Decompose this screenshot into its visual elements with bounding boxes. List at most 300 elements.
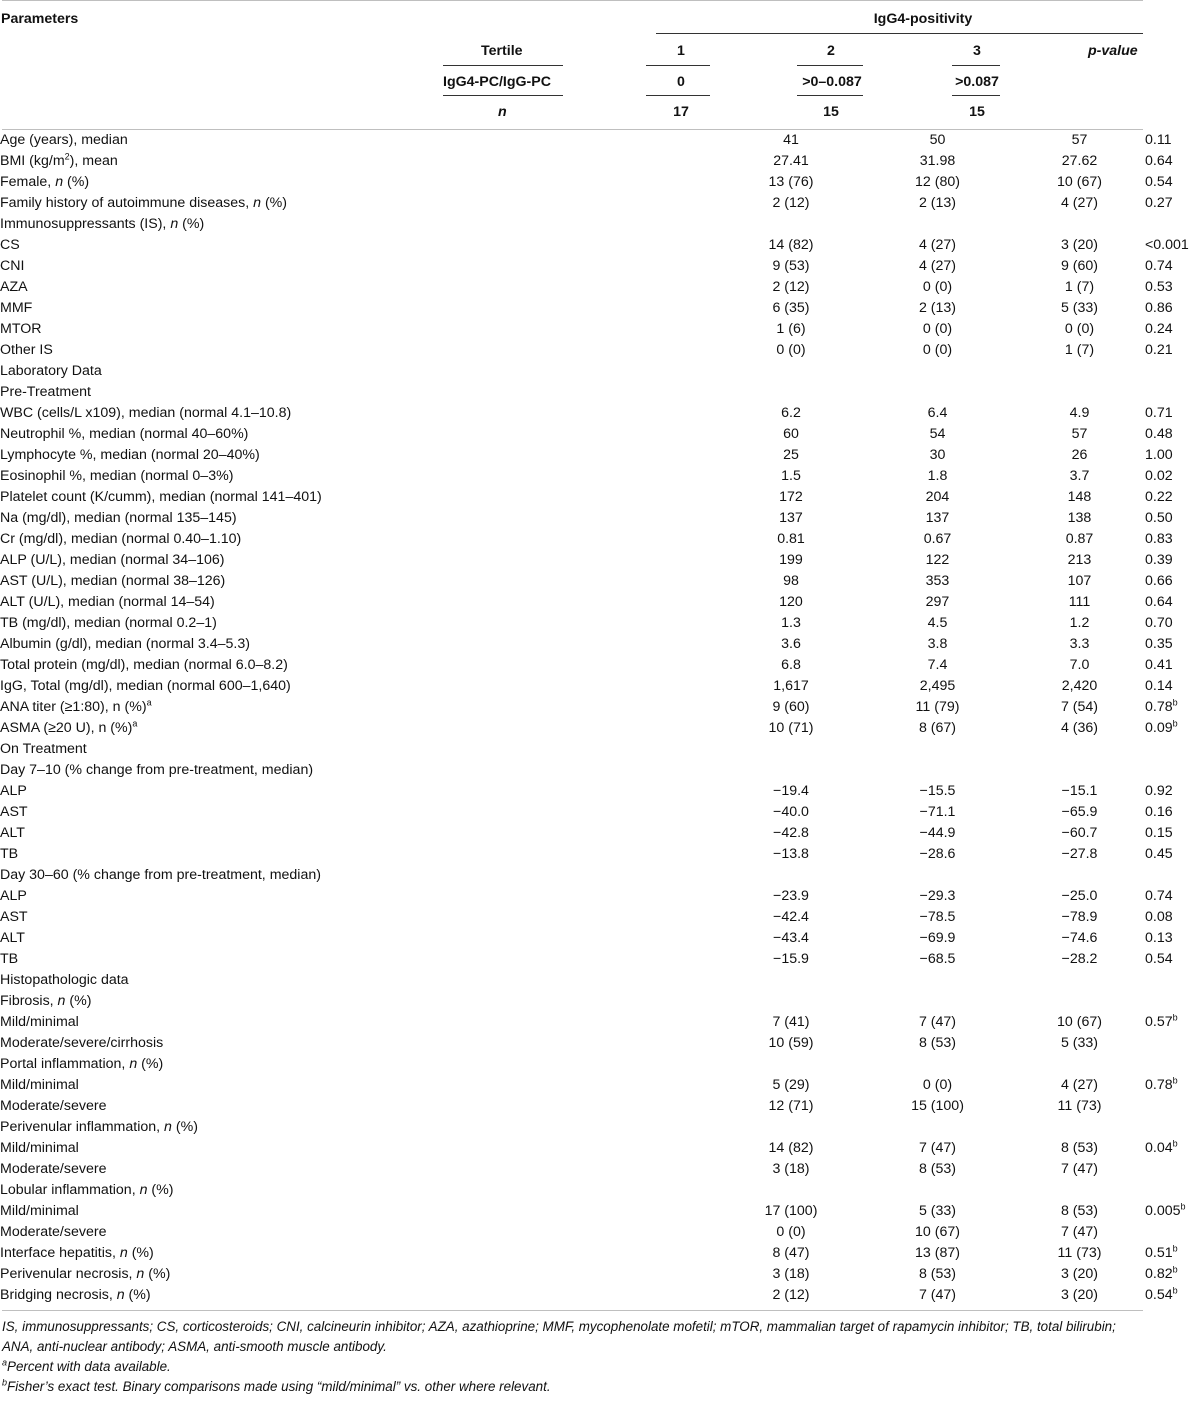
row-label-text: MMF	[0, 300, 33, 316]
tertile-2-value: 7 (47)	[918, 1014, 957, 1030]
tertile-1-value	[721, 1117, 861, 1138]
table-row	[0, 928, 1145, 949]
tertile-1-value: 0 (0)	[776, 1224, 806, 1240]
tertile-2-value: 4 (27)	[918, 237, 957, 253]
row-label-tail: (%)	[127, 1245, 154, 1261]
p-value-text: 0.005	[1145, 1203, 1181, 1219]
row-label	[0, 613, 641, 634]
p-value-text: 0.21	[1145, 342, 1173, 358]
p-value-text: 1.00	[1145, 447, 1173, 463]
p-value-text: 0.66	[1145, 573, 1173, 589]
tertile-1-value: 25	[783, 447, 799, 463]
row-label	[0, 256, 641, 277]
row-label-italic: n	[136, 1266, 145, 1282]
row-label	[0, 193, 641, 214]
tertile-2-value: 122	[925, 552, 950, 568]
tertile-1-value: 98	[783, 573, 799, 589]
p-value-text: 0.45	[1145, 846, 1173, 862]
row-label-italic: n	[57, 993, 66, 1009]
row-label	[0, 1012, 641, 1033]
row-label	[0, 655, 641, 676]
tertile-1-value: 12 (71)	[768, 1098, 814, 1114]
tertile-3-value: 8 (53)	[1060, 1203, 1099, 1219]
tertile-1-value	[721, 361, 861, 382]
footnote-b-text: Fisher’s exact test. Binary comparisons made using “mild/minimal” vs. other where relevant.	[7, 1379, 551, 1394]
tertile-1-value: 137	[779, 510, 803, 526]
tertile-1-value: 2 (12)	[772, 1287, 810, 1303]
p-value-text: 0.09	[1145, 720, 1173, 736]
tertile-1-value: 2 (12)	[772, 279, 810, 295]
tertile-3-value: −15.1	[1061, 783, 1098, 799]
row-label	[0, 739, 641, 760]
table-row	[0, 1138, 1145, 1159]
tertile-2-value: 11 (79)	[915, 699, 960, 715]
row-label	[0, 214, 641, 235]
row-label	[0, 1180, 641, 1201]
table-row	[0, 907, 1145, 928]
row-label-text: Mild/minimal	[0, 1203, 79, 1219]
tertile-2-value: −78.5	[919, 909, 956, 925]
tertile-2-value	[861, 1054, 1014, 1075]
p-value-text: 0.48	[1145, 426, 1173, 442]
tertile-3-value: 26	[1071, 447, 1088, 463]
tertile-2-value: 15 (100)	[911, 1098, 964, 1114]
tertile-3-value: 3.3	[1069, 636, 1090, 652]
tertile-1-underline	[646, 65, 710, 66]
tertile-3-value: 213	[1067, 552, 1092, 568]
row-label	[0, 1075, 641, 1096]
tertile-3-value: 4 (36)	[1060, 720, 1099, 736]
table-row	[0, 844, 1145, 865]
row-label-text: Female,	[0, 174, 56, 190]
footnote-abbreviations: IS, immunosuppressants; CS, corticosteroids; CNI, calcineurin inhibitor; AZA, azathioprine; MMF, mycophenolate mofetil; mTOR, mammalian target of rapamycin inhibitor; TB, total bilirubin; ANA, anti-nuclear antibody; ASMA, anti-smooth muscle antibody.	[2, 1319, 1116, 1354]
tertile-1-value: 0.81	[777, 531, 805, 547]
p-value-text: 0.86	[1145, 300, 1173, 316]
tertile-3-value: −27.8	[1061, 846, 1098, 862]
row-label	[0, 1264, 641, 1285]
tertile-3-value: 57	[1071, 132, 1088, 148]
tertile-1-value: −43.4	[773, 930, 809, 946]
tertile-2-value	[861, 1180, 1014, 1201]
tertile-2-value: 8 (53)	[918, 1035, 957, 1051]
row-label	[0, 319, 641, 340]
row-label-text: Neutrophil %, median (normal 40–60%)	[0, 426, 249, 442]
ratio-label-underline	[443, 95, 563, 96]
row-label	[0, 508, 641, 529]
tertile-2-value: −15.5	[919, 783, 956, 799]
tertile-1-value: 3 (18)	[772, 1161, 810, 1177]
row-label-text: Moderate/severe	[0, 1098, 107, 1114]
tertile-3-value: 5 (33)	[1060, 300, 1099, 316]
table-row	[0, 445, 1145, 466]
table-row	[0, 256, 1145, 277]
row-label	[0, 235, 641, 256]
p-value-text: <0.001	[1145, 237, 1189, 253]
row-label-text: Mild/minimal	[0, 1014, 79, 1030]
row-label-text: Day 7–10 (% change from pre-treatment, median)	[0, 762, 314, 778]
ratio-label: IgG4-PC/IgG-PC	[443, 74, 551, 90]
tertile-3-value: 57	[1071, 426, 1088, 442]
table-row	[0, 340, 1145, 361]
row-label-text: TB	[0, 951, 19, 967]
row-label	[0, 634, 641, 655]
footnote-a-text: Percent with data available.	[7, 1359, 171, 1374]
tertile-1-value	[721, 1180, 861, 1201]
tertile-1-value	[721, 214, 861, 235]
row-label-text: Laboratory Data	[0, 363, 102, 379]
tertile-1-value: −42.4	[773, 909, 809, 925]
row-label	[0, 340, 641, 361]
tertile-3-value: 3 (20)	[1060, 1287, 1099, 1303]
tertile-label: Tertile	[481, 43, 523, 59]
count-2: 15	[823, 104, 839, 120]
row-label-text: AST	[0, 909, 28, 925]
row-label	[0, 718, 641, 739]
table-row	[0, 802, 1145, 823]
tertile-3-value: −25.0	[1061, 888, 1098, 904]
row-label	[0, 403, 641, 424]
row-label-text: AST	[0, 804, 28, 820]
row-label	[0, 1159, 641, 1180]
row-label	[0, 1243, 641, 1264]
tertile-2-value	[861, 382, 1014, 403]
p-value-text: 0.41	[1145, 657, 1173, 673]
row-label-tail: (%)	[63, 174, 90, 190]
tertile-3-value: 0 (0)	[1064, 321, 1095, 337]
group-header: IgG4-positivity	[873, 11, 973, 27]
row-label-text: CNI	[0, 258, 25, 274]
table-row	[0, 1243, 1145, 1264]
table-row	[0, 172, 1145, 193]
table-row	[0, 1222, 1145, 1243]
p-value-text: 0.35	[1145, 636, 1173, 652]
p-value-text: 0.74	[1145, 888, 1173, 904]
p-value-text: 0.24	[1145, 321, 1173, 337]
footnote-mark: b	[1172, 1138, 1178, 1149]
tertile-3-value: 4 (27)	[1060, 1077, 1099, 1093]
row-label-text: Lobular inflammation,	[0, 1182, 140, 1198]
tertile-1-value: 199	[779, 552, 803, 568]
footnote-a	[2, 1357, 1139, 1377]
tertile-2-value	[861, 865, 1014, 886]
tertile-3-value: 7 (47)	[1060, 1224, 1099, 1240]
row-label	[0, 676, 641, 697]
table-row	[0, 1033, 1145, 1054]
superscript: 2	[64, 151, 70, 162]
tertile-label-underline	[443, 65, 563, 66]
row-label	[0, 487, 641, 508]
tertile-3-value: −60.7	[1061, 825, 1098, 841]
row-label	[0, 571, 641, 592]
p-value-text: 0.64	[1145, 153, 1173, 169]
ratio-2: >0–0.087	[802, 74, 862, 90]
tertile-1-value: 9 (53)	[772, 258, 810, 274]
tertile-3-value: 1 (7)	[1064, 279, 1095, 295]
footnote-mark: b	[1172, 718, 1178, 729]
p-value-text: 0.64	[1145, 594, 1173, 610]
tertile-1-value: −42.8	[773, 825, 809, 841]
row-label	[0, 151, 641, 172]
tertile-2-value: 7 (47)	[918, 1140, 957, 1156]
tertile-2-value: 3.8	[927, 636, 948, 652]
tertile-1-value: −15.9	[773, 951, 809, 967]
row-label	[0, 1201, 641, 1222]
p-value-text: 0.04	[1145, 1140, 1173, 1156]
tertile-3-value: 27.62	[1061, 153, 1098, 169]
tertile-1-value	[721, 382, 861, 403]
tertile-1-value: −23.9	[773, 888, 809, 904]
tertile-1-value: 3.6	[781, 636, 801, 652]
tertile-2-value	[861, 361, 1014, 382]
p-value-text: 0.08	[1145, 909, 1173, 925]
table-row	[0, 760, 1145, 781]
tertile-2-value: 0 (0)	[922, 1077, 953, 1093]
tertile-2-value: 50	[929, 132, 946, 148]
n-label: n	[498, 104, 507, 120]
tertile-1-value: 14 (82)	[768, 1140, 814, 1156]
tertile-3-value	[1014, 1054, 1145, 1075]
row-label-italic: n	[253, 195, 262, 211]
table-row	[0, 1180, 1145, 1201]
tertile-1-value: −19.4	[773, 783, 809, 799]
row-label-text: Histopathologic data	[0, 972, 129, 988]
row-label-text: IgG, Total (mg/dl), median (normal 600–1,640)	[0, 678, 291, 694]
tertile-2-value	[861, 214, 1014, 235]
footnote-mark: b	[1172, 1264, 1178, 1275]
tertile-1-value	[721, 760, 861, 781]
row-label-text: Immunosuppressants (IS),	[0, 216, 171, 232]
table-row	[0, 1096, 1145, 1117]
row-label-text: CS	[0, 237, 20, 253]
row-label	[0, 550, 641, 571]
row-label-text: On Treatment	[0, 741, 87, 757]
p-value-text: 0.50	[1145, 510, 1173, 526]
row-label-text: TB (mg/dl), median (normal 0.2–1)	[0, 615, 217, 631]
parameters-header: Parameters	[1, 11, 79, 27]
table-row	[0, 823, 1145, 844]
tertile-1-value: 1 (6)	[776, 321, 806, 337]
tertile-3-value	[1014, 970, 1145, 991]
tertile-1-value: −40.0	[773, 804, 809, 820]
tertile-3-value: 3 (20)	[1060, 1266, 1099, 1282]
row-label-italic: n	[116, 1287, 125, 1303]
tertile-3-value: 4 (27)	[1060, 195, 1099, 211]
tertile-2-value: 2,495	[919, 678, 956, 694]
ratio-3-underline	[952, 95, 1000, 96]
p-value-text: 0.54	[1145, 174, 1173, 190]
row-label	[0, 802, 641, 823]
p-value-text: 0.14	[1145, 678, 1173, 694]
table-row	[0, 1117, 1145, 1138]
footnote-mark: a	[132, 718, 138, 729]
row-label-text: Eosinophil %, median (normal 0–3%)	[0, 468, 234, 484]
tertile-1-value: 2 (12)	[772, 195, 810, 211]
tertile-2-value	[861, 970, 1014, 991]
tertile-2-value: 7 (47)	[918, 1287, 957, 1303]
footnotes	[0, 1311, 1145, 1397]
row-label-text: Moderate/severe	[0, 1224, 107, 1240]
ratio-1-underline	[646, 95, 710, 96]
row-label-text: AZA	[0, 279, 28, 295]
row-label-tail: (%)	[137, 1056, 164, 1072]
tertile-3-value: 111	[1068, 594, 1091, 610]
p-value-text: 0.54	[1145, 1287, 1173, 1303]
tertile-3-value: −78.9	[1061, 909, 1098, 925]
tertile-2-value: 4.5	[927, 615, 948, 631]
table-row	[0, 361, 1145, 382]
count-1: 17	[673, 104, 689, 120]
row-label	[0, 886, 641, 907]
table-row	[0, 613, 1145, 634]
table-row	[0, 571, 1145, 592]
pvalue-header: p-value	[1088, 43, 1138, 59]
tertile-1-value: 6.2	[781, 405, 801, 421]
tertile-3-value: 3.7	[1069, 468, 1090, 484]
table-row	[0, 865, 1145, 886]
p-value-text: 0.78	[1145, 1077, 1173, 1093]
row-label-italic: n	[139, 1182, 148, 1198]
tertile-3-value	[1014, 361, 1145, 382]
row-label	[0, 382, 641, 403]
tertile-1-value	[721, 970, 861, 991]
tertile-3-value	[1014, 991, 1145, 1012]
table-row	[0, 1159, 1145, 1180]
tertile-2-value: 353	[925, 573, 950, 589]
row-label-tail: (%)	[171, 1119, 198, 1135]
row-label-text: AST (U/L), median (normal 38–126)	[0, 573, 226, 589]
p-value-text: 0.57	[1145, 1014, 1173, 1030]
tertile-2-value: 7.4	[927, 657, 948, 673]
table-row	[0, 886, 1145, 907]
tertile-2-value: 30	[929, 447, 946, 463]
tertile-2-value: 0 (0)	[922, 279, 953, 295]
footnote-mark: b	[1172, 1243, 1178, 1254]
table-row	[0, 235, 1145, 256]
p-value-text: 0.78	[1145, 699, 1173, 715]
tertile-2-value: 8 (53)	[918, 1266, 957, 1282]
p-value-text: 0.15	[1145, 825, 1173, 841]
tertile-2-value: −44.9	[919, 825, 956, 841]
tertile-1-value: −13.8	[773, 846, 809, 862]
tertile-1-value: 1,617	[773, 678, 809, 694]
row-label	[0, 865, 641, 886]
table-row	[0, 949, 1145, 970]
table-row	[0, 1285, 1145, 1306]
tertile-1-value: 5 (29)	[772, 1077, 810, 1093]
row-label	[0, 592, 641, 613]
tertile-2-value: 31.98	[919, 153, 956, 169]
row-label-italic: n	[119, 1245, 128, 1261]
row-label-text: Platelet count (K/cumm), median (normal 141–401)	[0, 489, 322, 505]
row-label-italic: n	[129, 1056, 138, 1072]
table-row	[0, 1201, 1145, 1222]
row-label-text: ALP	[0, 888, 27, 904]
ratio-2-underline	[797, 95, 863, 96]
tertile-2-value: 1.8	[927, 468, 948, 484]
row-label-text: ALT	[0, 825, 25, 841]
p-value-text: 0.70	[1145, 615, 1173, 631]
tertile-1-value: 0 (0)	[776, 342, 806, 358]
row-label-text: Total protein (mg/dl), median (normal 6.0–8.2)	[0, 657, 288, 673]
row-label-tail: (%)	[65, 993, 92, 1009]
row-label	[0, 529, 641, 550]
table-row	[0, 970, 1145, 991]
p-value-text: 0.27	[1145, 195, 1173, 211]
row-label-text: Moderate/severe/cirrhosis	[0, 1035, 164, 1051]
tertile-3-value: 9 (60)	[1060, 258, 1099, 274]
row-label-text: Portal inflammation,	[0, 1056, 130, 1072]
tertile-3-value: 2,420	[1061, 678, 1098, 694]
tertile-2-value: 8 (67)	[918, 720, 957, 736]
row-label-text: Day 30–60 (% change from pre-treatment, median)	[0, 867, 321, 883]
table-row	[0, 697, 1145, 718]
tertile-2-value	[861, 739, 1014, 760]
table-row	[0, 403, 1145, 424]
row-label-text: Other IS	[0, 342, 53, 358]
row-label	[0, 1096, 641, 1117]
tertile-3-value: 7.0	[1069, 657, 1090, 673]
table-row	[0, 508, 1145, 529]
tertile-3-value: 1 (7)	[1064, 342, 1095, 358]
row-label-text: Age (years), median	[0, 132, 128, 148]
tertile-2-value: 0.67	[923, 531, 952, 547]
ratio-3: >0.087	[955, 74, 999, 90]
table-row	[0, 991, 1145, 1012]
tertile-3-value: 1.2	[1069, 615, 1090, 631]
tertile-2-value: 137	[925, 510, 950, 526]
p-value-text: 0.22	[1145, 489, 1173, 505]
tertile-1-value: 1.5	[781, 468, 801, 484]
tertile-2-value: −68.5	[919, 951, 956, 967]
ratio-1: 0	[677, 74, 685, 90]
table-row	[0, 151, 1145, 172]
tertile-2-value: 4 (27)	[918, 258, 957, 274]
row-label-tail: (%)	[124, 1287, 151, 1303]
row-label	[0, 424, 641, 445]
tertile-3-value: 4.9	[1069, 405, 1090, 421]
tertile-3-value: 107	[1067, 573, 1092, 589]
table-row	[0, 634, 1145, 655]
row-label	[0, 298, 641, 319]
tertile-1-value: 172	[779, 489, 803, 505]
row-label-text: Albumin (g/dl), median (normal 3.4–5.3)	[0, 636, 250, 652]
row-label-tail: (%)	[261, 195, 288, 211]
tertile-2-value: 2 (13)	[918, 195, 957, 211]
row-label	[0, 697, 641, 718]
row-label-text: BMI (kg/m	[0, 153, 65, 169]
p-value-text: 0.92	[1145, 783, 1173, 799]
tertile-2-value	[861, 1117, 1014, 1138]
tertile-1-value: 17 (100)	[764, 1203, 818, 1219]
table-row	[0, 781, 1145, 802]
row-label	[0, 823, 641, 844]
tertile-2-value: 0 (0)	[922, 342, 953, 358]
footnote-b	[2, 1377, 1139, 1397]
tertile-3-value: 7 (47)	[1060, 1161, 1099, 1177]
tertile-3-underline	[952, 65, 1000, 66]
tertile-2: 2	[827, 43, 835, 59]
row-label	[0, 361, 641, 382]
table-row	[0, 424, 1145, 445]
row-label-text: Bridging necrosis,	[0, 1287, 117, 1303]
row-label-italic: n	[55, 174, 64, 190]
footnote-mark: a	[146, 697, 152, 708]
tertile-3-value	[1014, 1180, 1145, 1201]
tertile-3-value: 11 (73)	[1057, 1245, 1102, 1261]
row-label	[0, 1033, 641, 1054]
row-label-text: Na (mg/dl), median (normal 135–145)	[0, 510, 237, 526]
row-label-text: TB	[0, 846, 19, 862]
